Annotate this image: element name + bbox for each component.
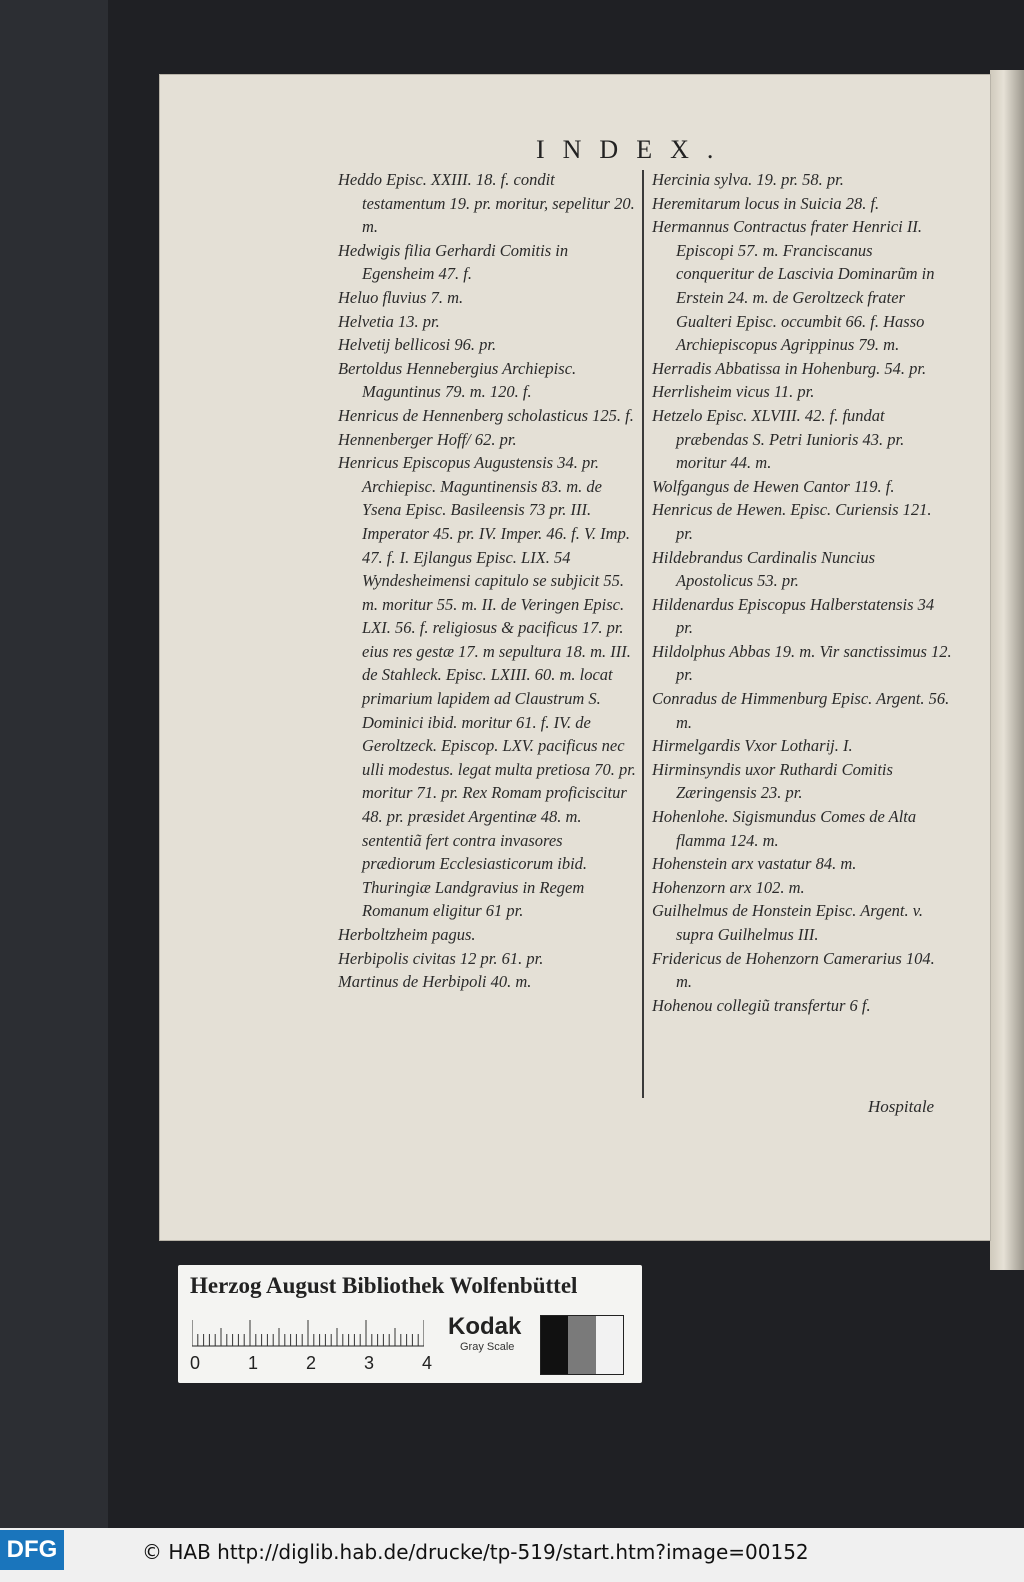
index-right-column	[652, 168, 952, 1017]
ruler-label: 3	[364, 1353, 375, 1373]
index-entry: Hedwigis filia Gerhardi Comitis in Egensheim 47. f.	[338, 240, 569, 284]
index-entry: Hohenou collegiũ transfertur 6 f.	[652, 995, 871, 1015]
index-entry: Herradis Abbatissa in Hohenburg. 54. pr.	[652, 358, 927, 378]
index-entry: Conradus de Himmenburg Episc. Argent. 56. m.	[652, 689, 950, 732]
page-edge	[990, 70, 1024, 1270]
index-entry: Henricus de Hewen. Episc. Curiensis 121. pr.	[652, 500, 932, 543]
index-entry: Hohenlohe. Sigismundus Comes de Alta flamma 124. m.	[652, 807, 917, 850]
footer-url[interactable]: © HAB http://diglib.hab.de/drucke/tp-519/start.htm?image=00152	[142, 1540, 809, 1564]
index-entry: Hildenardus Episcopus Halberstatensis 34 pr.	[652, 594, 935, 638]
ruler-label: 1	[248, 1353, 259, 1373]
index-entry: Martinus de Herbipoli 40. m.	[338, 972, 532, 992]
gray-swatches	[540, 1315, 624, 1375]
index-entry: Hildebrandus Cardinalis Nuncius Apostolicus 53. pr.	[652, 547, 876, 591]
index-entry: Herbipolis civitas 12 pr. 61. pr.	[338, 948, 544, 968]
swatch-white	[596, 1316, 623, 1374]
index-left-column	[338, 168, 638, 994]
library-name: Herzog August Bibliothek Wolfenbüttel	[190, 1273, 578, 1298]
grayscale-label: Gray Scale	[460, 1341, 515, 1353]
index-entry: Hetzelo Episc. XLVIII. 42. f. fundat præbendas S. Petri Iunioris 43. pr. moritur 44. m.	[652, 405, 905, 473]
page-header: INDEX.	[536, 135, 732, 164]
index-entry: Hirmelgardis Vxor Lotharij. I.	[652, 736, 853, 756]
swatch-black	[541, 1316, 568, 1374]
index-entry: Hohenstein arx vastatur 84. m.	[652, 854, 857, 874]
index-entry: Hohenzorn arx 102. m.	[652, 877, 805, 897]
index-entry: Guilhelmus de Honstein Episc. Argent. v. supra Guilhelmus III.	[652, 901, 923, 944]
index-entry: Henricus de Hennenberg scholasticus 125. f.	[338, 405, 634, 425]
index-entry: Herrlisheim vicus 11. pr.	[652, 382, 815, 402]
index-entry: Wolfgangus de Hewen Cantor 119. f.	[652, 476, 895, 496]
dfg-logo: DFG	[0, 1530, 64, 1570]
index-entry: Hercinia sylva. 19. pr. 58. pr.	[652, 170, 844, 189]
index-entry: Heremitarum locus in Suicia 28. f.	[652, 193, 880, 213]
color-scale-card	[178, 1265, 642, 1383]
index-entry: Fridericus de Hohenzorn Camerarius 104. m.	[652, 948, 935, 992]
ruler-label: 2	[306, 1353, 317, 1373]
index-entry: Herboltzheim pagus.	[338, 925, 476, 944]
index-entry: Henricus Episcopus Augustensis 34. pr. Archiepisc. Maguntinensis 83. m. de Ysena Episc. Basileensis 73 pr. III. Imperator 45. pr. IV. Imper. 46. f. V. Imp. 47. f. I. Ejlangus Episc. LIX. 54 Wyndesheimensi capitulo se subjicit 55. m. moritur 55. m. II. de Veringen Episc. LXI. 56. f. religiosus & pacificus 17. pr. eius res gestæ 17. m sepultura 18. m. III. de Stahleck. Episc. LXIII. 60. m. locat primarium lapidem ad Claustrum S. Dominici ibid. moritur 61. f. IV. de Geroltzeck. Episcop. LXV. pacificus nec ulli modestus. legat multa pretiosa 70. pr. moritur 71. pr. Rex Romam proficiscitur 48. pr. præsidet Argentinæ 48. m. sententiã fert contra invasores prædiorum Ecclesiasticorum ibid. Thuringiæ Landgravius in Regem Romanum eligitur 61 pr.	[338, 453, 636, 921]
index-entry: Hermannus Contractus frater Henrici II. Episcopi 57. m. Franciscanus conqueritur de Lascivia Dominarũm in Erstein 24. m. de Geroltzeck frater Gualteri Episc. occumbit 66. f. Hasso Archiepiscopus Agrippinus 79. m.	[652, 217, 935, 355]
ruler-label: 0	[190, 1353, 201, 1373]
catchword: Hospitale	[868, 1097, 935, 1116]
column-divider	[642, 170, 644, 1098]
swatch-gray	[568, 1316, 595, 1374]
index-entry: Helvetij bellicosi 96. pr.	[338, 335, 497, 355]
scanner-background-strip	[0, 0, 108, 1540]
ruler-label: 4	[422, 1353, 433, 1373]
index-entry: Heluo fluvius 7. m.	[338, 287, 464, 307]
index-entry: Heddo Episc. XXIII. 18. f. condit testamentum 19. pr. moritur, sepelitur 20. m.	[338, 170, 635, 237]
kodak-logo: Kodak	[448, 1313, 522, 1340]
index-entry: Hennenberger Hoff/ 62. pr.	[338, 429, 517, 449]
index-entry: Hildolphus Abbas 19. m. Vir sanctissimus 12. pr.	[652, 641, 952, 685]
index-entry: Bertoldus Hennebergius Archiepisc. Maguntinus 79. m. 120. f.	[338, 358, 577, 402]
index-entry: Helvetia 13. pr.	[338, 311, 440, 331]
ruler-scale	[192, 1319, 424, 1347]
index-entry: Hirminsyndis uxor Ruthardi Comitis Zæringensis 23. pr.	[652, 759, 893, 803]
